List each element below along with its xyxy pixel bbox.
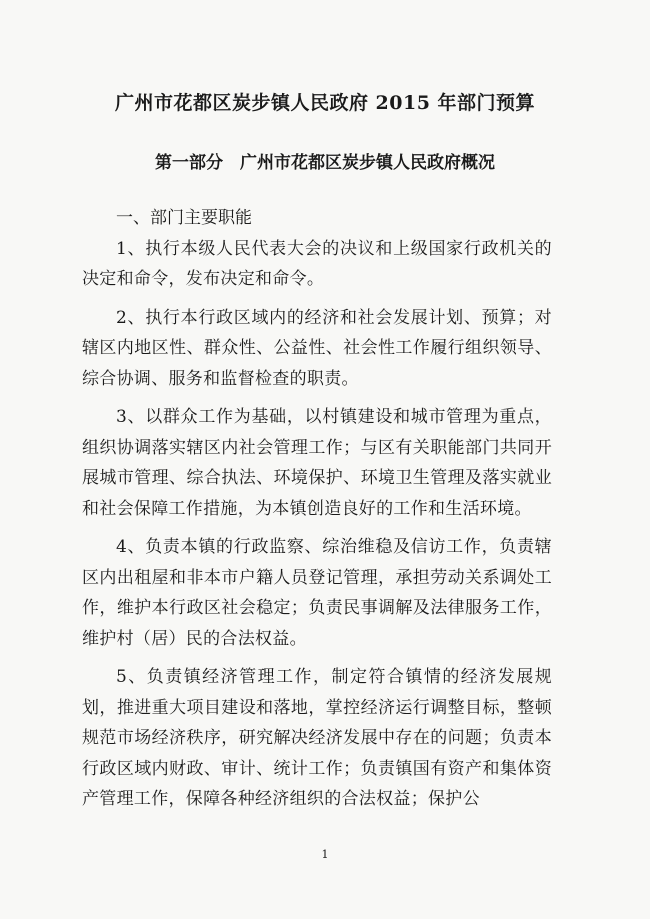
page-number: 1 <box>321 848 329 861</box>
paragraph-1: 1、执行本级人民代表大会的决议和上级国家行政机关的决定和命令，发布决定和命令。 <box>82 238 552 289</box>
paragraph-5: 5、负责镇经济管理工作，制定符合镇情的经济发展规划，推进重大项目建设和落地，掌控经济运行调整目标，整顿规范市场经济秩序，研究解决经济发展中存在的问题；负责本行政区域内财政、审计、统计工作；负责镇国有资产和集体资产管理工作，保障各种经济组织的合法权益；保护公 <box>82 667 552 809</box>
paragraph-3: 3、以群众工作为基础，以村镇建设和城市管理为重点，组织协调落实辖区内社会管理工作；与区有关职能部门共同开展城市管理、综合执法、环境保护、环境卫生管理及落实就业和社会保障工作措施，为本镇创造良好的工作和生活环境。 <box>82 407 552 519</box>
document-title: 广州市花都区炭步镇人民政府 2015 年部门预算 <box>114 92 536 114</box>
section-heading: 一、部门主要职能 <box>116 208 252 228</box>
document-body <box>82 203 552 823</box>
paragraph-4: 4、负责本镇的行政监察、综治维稳及信访工作，负责辖区内出租屋和非本市户籍人员登记管理，承担劳动关系调处工作，维护本行政区社会稳定；负责民事调解及法律服务工作，维护村（居）民的合法权益。 <box>82 537 552 649</box>
paragraph-2: 2、执行本行政区域内的经济和社会发展计划、预算；对辖区内地区性、群众性、公益性、社会性工作履行组织领导、综合协调、服务和监督检查的职责。 <box>82 307 552 389</box>
section-subtitle: 第一部分 广州市花都区炭步镇人民政府概况 <box>155 153 495 173</box>
